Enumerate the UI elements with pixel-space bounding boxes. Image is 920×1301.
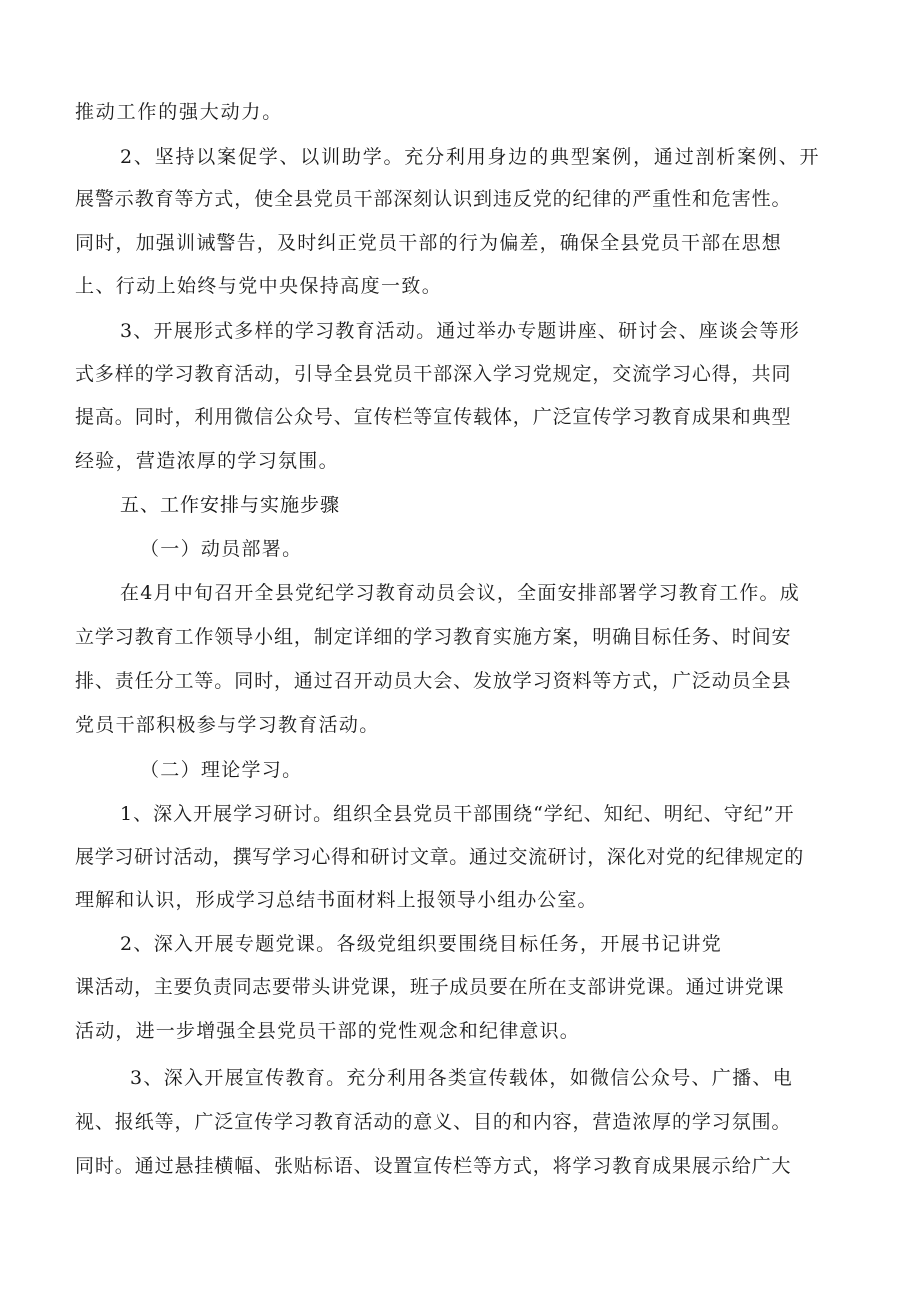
text-line: 立学习教育工作领导小组，制定详细的学习教育实施方案，明确目标任务、时间安	[75, 626, 792, 648]
section-heading: 五、工作安排与实施步骤	[120, 494, 341, 516]
text-line: 2、深入开展专题党课。各级党组织要围绕目标任务，开展书记讲党	[120, 933, 723, 955]
text-line: 排、责任分工等。同时，通过召开动员大会、发放学习资料等方式，广泛动员全县	[75, 670, 792, 692]
text-line: 活动，进一步增强全县党员干部的党性观念和纪律意识。	[75, 1020, 581, 1042]
text-line: 视、报纸等，广泛宣传学习教育活动的意义、目的和内容，营造浓厚的学习氛围。	[75, 1111, 792, 1133]
text-line: 同时，加强训诫警告，及时纠正党员干部的行为偏差，确保全县党员干部在思想	[75, 232, 783, 254]
subsection-heading: （一）动员部署。	[140, 538, 303, 560]
text-line: 1、深入开展学习研讨。组织全县党员干部围绕“学纪、知纪、明纪、守纪”开	[120, 803, 795, 825]
text-line: 课活动，主要负责同志要带头讲党课，班子成员要在所在支部讲党课。通过讲党课	[75, 976, 785, 998]
text-line: 经验，营造浓厚的学习氛围。	[75, 450, 339, 472]
text-line: 2、坚持以案促学、以训助学。充分利用身边的典型案例，通过剖析案例、开	[120, 146, 821, 168]
text-line: 党员干部积极参与学习教育活动。	[75, 714, 380, 736]
subsection-heading: （二）理论学习。	[140, 759, 303, 781]
text-line: 理解和认识，形成学习总结书面材料上报领导小组办公室。	[75, 889, 598, 911]
text-line: 展警示教育等方式，使全县党员干部深刻认识到违反党的纪律的严重性和危害性。	[75, 188, 792, 210]
text-line: 提高。同时，利用微信公众号、宣传栏等宣传载体，广泛宣传学习教育成果和典型	[75, 406, 792, 428]
text-line: 同时。通过悬挂横幅、张贴标语、设置宣传栏等方式，将学习教育成果展示给广大	[75, 1155, 792, 1177]
text-line: 上、行动上始终与党中央保持高度一致。	[75, 275, 443, 297]
text-line: 推动工作的强大动力。	[75, 101, 284, 123]
text-line: 展学习研讨活动，撰写学习心得和研讨文章。通过交流研讨，深化对党的纪律规定的	[75, 846, 804, 868]
text-line: 3、深入开展宣传教育。充分利用各类宣传载体，如微信公众号、广播、电	[130, 1067, 793, 1089]
text-line: 式多样的学习教育活动，引导全县党员干部深入学习党规定，交流学习心得，共同	[75, 363, 792, 385]
text-line: 3、开展形式多样的学习教育活动。通过举办专题讲座、研讨会、座谈会等形	[120, 320, 800, 342]
text-line: 在4月中旬召开全县党纪学习教育动员会议，全面安排部署学习教育工作。成	[120, 582, 800, 604]
